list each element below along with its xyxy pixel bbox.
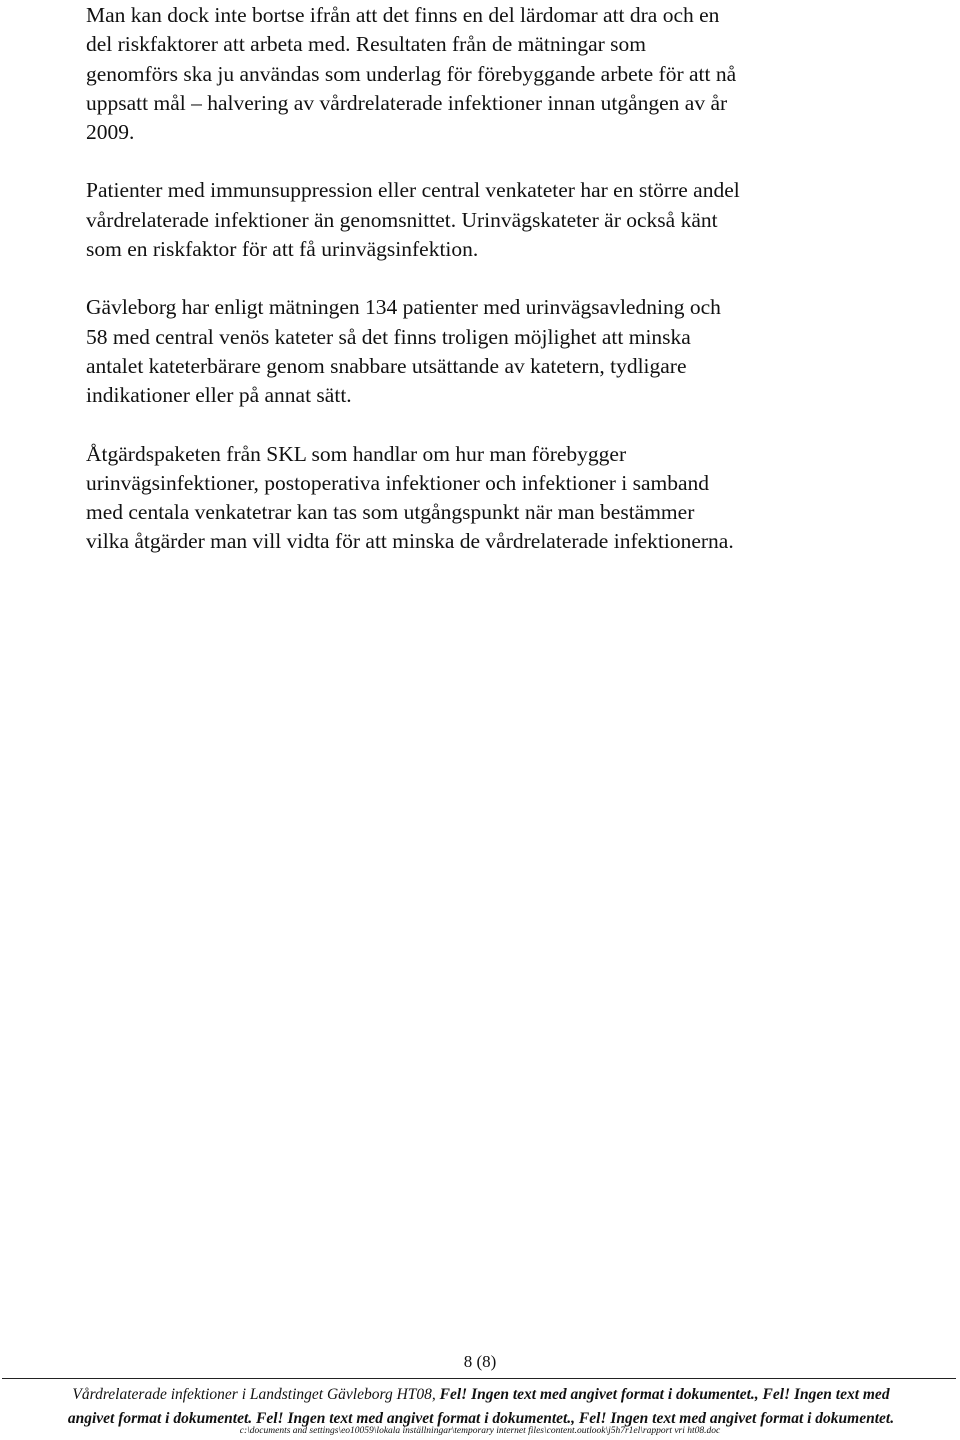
page-number: 8 (8) xyxy=(463,1352,497,1371)
paragraph-skl-packages xyxy=(86,440,886,557)
text-line: genomförs ska ju användas som underlag för förebyggande arbete för att nå xyxy=(86,61,737,86)
body-text xyxy=(86,1,886,586)
text-line: uppsatt mål – halvering av vårdrelaterade infektioner innan utgången av år xyxy=(86,90,728,115)
text-line: Åtgärdspaketen från SKL som handlar om hur man förebygger xyxy=(86,441,627,466)
paragraph-risk-patients xyxy=(86,176,886,264)
text-line: antalet kateterbärare genom snabbare utsättande av katetern, tydligare xyxy=(86,353,687,378)
paragraph-gavleborg-catheters xyxy=(86,293,886,410)
footer-line-2: angivet format i dokumentet. Fel! Ingen text med angivet format i dokumentet., Fel! Ingen text med angivet format i dokumentet. xyxy=(67,1410,895,1427)
footer-file-path: c:\documents and settings\eo10059\lokala inställningar\temporary internet files\content.outlook\j5h7r1el\rapport vri ht08.doc xyxy=(239,1426,721,1436)
text-line: som en riskfaktor för att få urinvägsinfektion. xyxy=(86,237,479,262)
text-line: 58 med central venös kateter så det finns troligen möjlighet att minska xyxy=(86,324,691,349)
paragraph-lessons xyxy=(86,1,886,147)
text-line: 2009. xyxy=(86,120,135,145)
page-footer xyxy=(6,1383,956,1431)
text-line: vårdrelaterade infektioner än genomsnittet. Urinvägskateter är också känt xyxy=(86,207,718,232)
text-line: Man kan dock inte bortse ifrån att det finns en del lärdomar att dra och en xyxy=(86,3,720,27)
text-line: del riskfaktorer att arbeta med. Resultaten från de mätningar som xyxy=(86,32,646,57)
footer-field-error: Fel! Ingen text med angivet format i dokumentet., Fel! Ingen text med xyxy=(439,1386,890,1403)
footer-line-1 xyxy=(6,1383,956,1407)
text-line: Gävleborg har enligt mätningen 134 patienter med urinvägsavledning och xyxy=(86,295,721,320)
footer-divider xyxy=(2,1378,956,1379)
text-line: med centala venkatetrar kan tas som utgångspunkt när man bestämmer xyxy=(86,500,695,525)
text-line: Patienter med immunsuppression eller central venkateter har en större andel xyxy=(86,178,740,203)
text-line: urinvägsinfektioner, postoperativa infektioner och infektioner i samband xyxy=(86,470,710,495)
footer-document-title: Vårdrelaterade infektioner i Landstinget Gävleborg HT08, xyxy=(72,1386,440,1403)
text-line: vilka åtgärder man vill vidta för att minska de vårdrelaterade infektionerna. xyxy=(86,529,734,554)
text-line: indikationer eller på annat sätt. xyxy=(86,383,352,408)
